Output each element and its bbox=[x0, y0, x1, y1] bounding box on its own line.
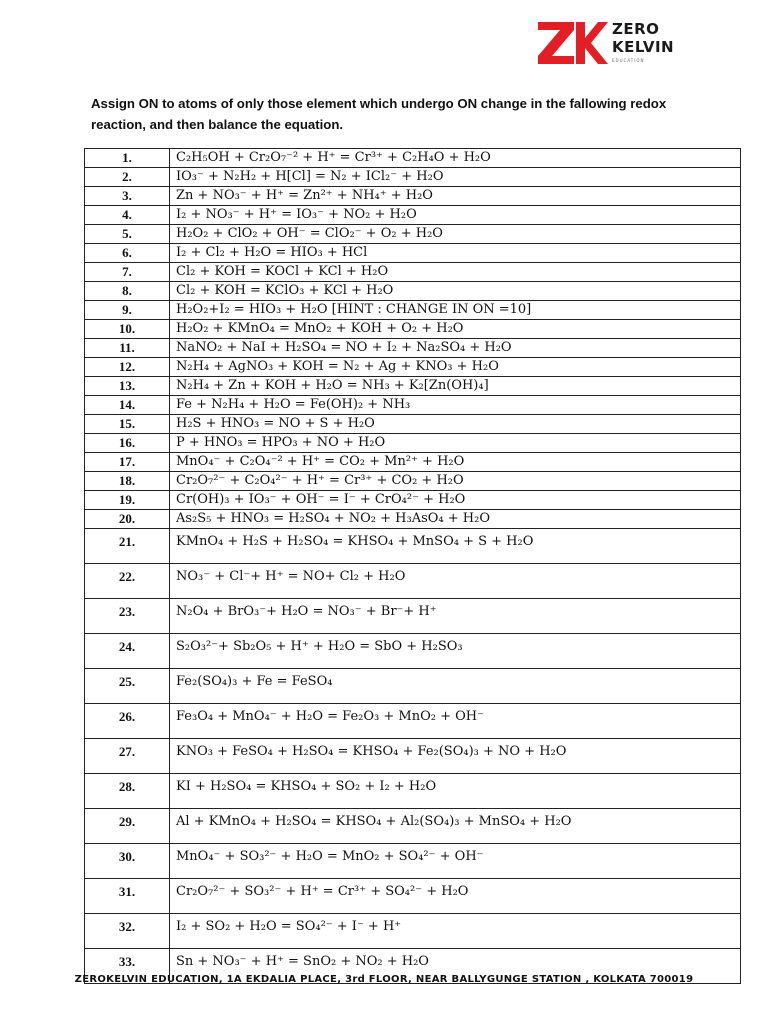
equation-number: 22. bbox=[85, 564, 170, 599]
equation-number: 12. bbox=[85, 358, 170, 377]
equation-text: KI + H₂SO₄ = KHSO₄ + SO₂ + I₂ + H₂O bbox=[170, 774, 741, 809]
equation-row bbox=[85, 149, 741, 168]
equation-number: 3. bbox=[85, 187, 170, 206]
equation-text: H₂O₂+I₂ = HIO₃ + H₂O [HINT : CHANGE IN ON =10] bbox=[170, 301, 741, 320]
equation-text: Cr₂O₇²⁻ + C₂O₄²⁻ + H⁺ = Cr³⁺ + CO₂ + H₂O bbox=[170, 472, 741, 491]
equation-row bbox=[85, 529, 741, 564]
equation-number: 5. bbox=[85, 225, 170, 244]
equation-row bbox=[85, 434, 741, 453]
equation-number: 19. bbox=[85, 491, 170, 510]
equation-row bbox=[85, 358, 741, 377]
equation-number: 16. bbox=[85, 434, 170, 453]
instructions-heading: Assign ON to atoms of only those element which undergo ON change in the fallowing redox reaction, and then balance the equation. bbox=[91, 96, 667, 132]
equation-row bbox=[85, 914, 741, 949]
equation-text: NO₃⁻ + Cl⁻+ H⁺ = NO+ Cl₂ + H₂O bbox=[170, 564, 741, 599]
equation-number: 8. bbox=[85, 282, 170, 301]
equation-text: S₂O₃²⁻+ Sb₂O₅ + H⁺ + H₂O = SbO + H₂SO₃ bbox=[170, 634, 741, 669]
equation-row bbox=[85, 844, 741, 879]
equation-row bbox=[85, 453, 741, 472]
equation-row bbox=[85, 879, 741, 914]
equation-row bbox=[85, 339, 741, 358]
equation-text: H₂O₂ + ClO₂ + OH⁻ = ClO₂⁻ + O₂ + H₂O bbox=[170, 225, 741, 244]
equation-text: IO₃⁻ + N₂H₂ + H[Cl] = N₂ + ICl₂⁻ + H₂O bbox=[170, 168, 741, 187]
equation-row bbox=[85, 320, 741, 339]
equation-row bbox=[85, 809, 741, 844]
footer-address: ZEROKELVIN EDUCATION, 1A EKDALIA PLACE, 3rd FLOOR, NEAR BALLYGUNGE STATION , KOLKATA 700019 bbox=[74, 974, 694, 985]
equation-number: 4. bbox=[85, 206, 170, 225]
equation-text: Fe₃O₄ + MnO₄⁻ + H₂O = Fe₂O₃ + MnO₂ + OH⁻ bbox=[170, 704, 741, 739]
equation-number: 9. bbox=[85, 301, 170, 320]
equation-text: Cl₂ + KOH = KOCl + KCl + H₂O bbox=[170, 263, 741, 282]
equation-text: Sn + NO₃⁻ + H⁺ = SnO₂ + NO₂ + H₂O bbox=[170, 949, 741, 984]
equation-row bbox=[85, 564, 741, 599]
equation-row bbox=[85, 244, 741, 263]
equation-number: 26. bbox=[85, 704, 170, 739]
equation-text: C₂H₅OH + Cr₂O₇⁻² + H⁺ = Cr³⁺ + C₂H₄O + H₂O bbox=[170, 149, 741, 168]
equations-table-body bbox=[85, 149, 741, 984]
equation-number: 2. bbox=[85, 168, 170, 187]
equation-number: 14. bbox=[85, 396, 170, 415]
equation-row bbox=[85, 704, 741, 739]
equation-row bbox=[85, 187, 741, 206]
equation-number: 23. bbox=[85, 599, 170, 634]
logo-text bbox=[612, 20, 674, 56]
equation-number: 10. bbox=[85, 320, 170, 339]
equation-row bbox=[85, 472, 741, 491]
equation-text: MnO₄⁻ + C₂O₄⁻² + H⁺ = CO₂ + Mn²⁺ + H₂O bbox=[170, 453, 741, 472]
equation-number: 20. bbox=[85, 510, 170, 529]
equation-row bbox=[85, 510, 741, 529]
equation-text: MnO₄⁻ + SO₃²⁻ + H₂O = MnO₂ + SO₄²⁻ + OH⁻ bbox=[170, 844, 741, 879]
equation-number: 7. bbox=[85, 263, 170, 282]
equation-text: N₂H₄ + AgNO₃ + KOH = N₂ + Ag + KNO₃ + H₂O bbox=[170, 358, 741, 377]
equation-text: Zn + NO₃⁻ + H⁺ = Zn²⁺ + NH₄⁺ + H₂O bbox=[170, 187, 741, 206]
logo-subline: EDUCATION bbox=[612, 58, 645, 63]
equation-number: 27. bbox=[85, 739, 170, 774]
equation-row bbox=[85, 206, 741, 225]
equation-row bbox=[85, 263, 741, 282]
equation-number: 32. bbox=[85, 914, 170, 949]
logo-line-1: ZERO bbox=[612, 20, 660, 38]
equation-row bbox=[85, 491, 741, 510]
equation-number: 29. bbox=[85, 809, 170, 844]
equation-text: Cl₂ + KOH = KClO₃ + KCl + H₂O bbox=[170, 282, 741, 301]
equation-row bbox=[85, 774, 741, 809]
equation-text: As₂S₅ + HNO₃ = H₂SO₄ + NO₂ + H₃AsO₄ + H₂O bbox=[170, 510, 741, 529]
equation-row bbox=[85, 669, 741, 704]
equation-row bbox=[85, 377, 741, 396]
equation-number: 28. bbox=[85, 774, 170, 809]
equation-row bbox=[85, 599, 741, 634]
equation-row bbox=[85, 168, 741, 187]
equation-row bbox=[85, 634, 741, 669]
equation-text: I₂ + Cl₂ + H₂O = HIO₃ + HCl bbox=[170, 244, 741, 263]
equation-number: 21. bbox=[85, 529, 170, 564]
equation-number: 25. bbox=[85, 669, 170, 704]
equation-row bbox=[85, 739, 741, 774]
logo-line-2: KELVIN bbox=[612, 38, 675, 56]
equation-text: I₂ + NO₃⁻ + H⁺ = IO₃⁻ + NO₂ + H₂O bbox=[170, 206, 741, 225]
equation-text: N₂H₄ + Zn + KOH + H₂O = NH₃ + K₂[Zn(OH)₄] bbox=[170, 377, 741, 396]
equation-row bbox=[85, 282, 741, 301]
equation-text: Fe₂(SO₄)₃ + Fe = FeSO₄ bbox=[170, 669, 741, 704]
equation-text: H₂S + HNO₃ = NO + S + H₂O bbox=[170, 415, 741, 434]
equation-text: NaNO₂ + NaI + H₂SO₄ = NO + I₂ + Na₂SO₄ + H₂O bbox=[170, 339, 741, 358]
equation-text: Fe + N₂H₄ + H₂O = Fe(OH)₂ + NH₃ bbox=[170, 396, 741, 415]
equation-text: I₂ + SO₂ + H₂O = SO₄²⁻ + I⁻ + H⁺ bbox=[170, 914, 741, 949]
equation-text: KNO₃ + FeSO₄ + H₂SO₄ = KHSO₄ + Fe₂(SO₄)₃ + NO + H₂O bbox=[170, 739, 741, 774]
equation-text: N₂O₄ + BrO₃⁻+ H₂O = NO₃⁻ + Br⁻+ H⁺ bbox=[170, 599, 741, 634]
equation-number: 15. bbox=[85, 415, 170, 434]
equation-text: H₂O₂ + KMnO₄ = MnO₂ + KOH + O₂ + H₂O bbox=[170, 320, 741, 339]
equation-row bbox=[85, 396, 741, 415]
equation-row bbox=[85, 225, 741, 244]
equation-text: KMnO₄ + H₂S + H₂SO₄ = KHSO₄ + MnSO₄ + S + H₂O bbox=[170, 529, 741, 564]
equation-number: 1. bbox=[85, 149, 170, 168]
equation-number: 18. bbox=[85, 472, 170, 491]
equation-number: 33. bbox=[85, 949, 170, 984]
brand-logo bbox=[536, 14, 676, 74]
equation-number: 30. bbox=[85, 844, 170, 879]
zk-logo-icon bbox=[536, 18, 608, 66]
equation-text: Al + KMnO₄ + H₂SO₄ = KHSO₄ + Al₂(SO₄)₃ + MnSO₄ + H₂O bbox=[170, 809, 741, 844]
equation-number: 13. bbox=[85, 377, 170, 396]
equation-number: 31. bbox=[85, 879, 170, 914]
equations-table bbox=[84, 148, 741, 984]
equation-number: 24. bbox=[85, 634, 170, 669]
equation-text: P + HNO₃ = HPO₃ + NO + H₂O bbox=[170, 434, 741, 453]
equation-number: 11. bbox=[85, 339, 170, 358]
equation-row bbox=[85, 301, 741, 320]
equation-text: Cr₂O₇²⁻ + SO₃²⁻ + H⁺ = Cr³⁺ + SO₄²⁻ + H₂O bbox=[170, 879, 741, 914]
equation-text: Cr(OH)₃ + IO₃⁻ + OH⁻ = I⁻ + CrO₄²⁻ + H₂O bbox=[170, 491, 741, 510]
equation-number: 17. bbox=[85, 453, 170, 472]
equation-number: 6. bbox=[85, 244, 170, 263]
equation-row bbox=[85, 415, 741, 434]
